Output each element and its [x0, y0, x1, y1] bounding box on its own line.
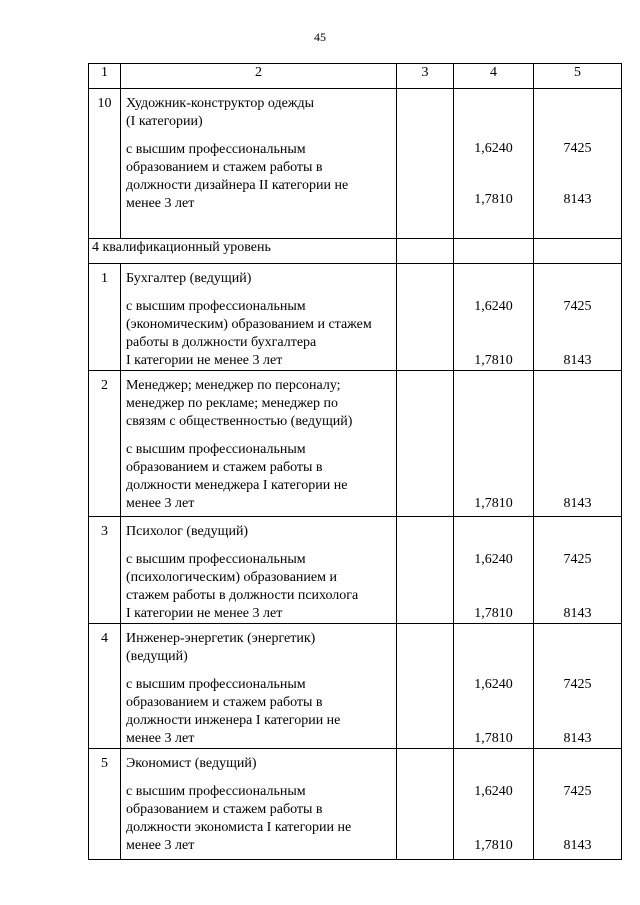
salary-2: 8143	[563, 731, 592, 746]
coefficient-1: 1,6240	[474, 141, 513, 156]
coefficient-cell	[454, 517, 534, 624]
salary-cell	[534, 264, 622, 371]
coefficient-cell	[454, 624, 534, 749]
salary-cell	[534, 89, 622, 239]
position-cell	[121, 264, 397, 371]
coefficient-cell	[454, 749, 534, 860]
row-number: 3	[89, 517, 121, 624]
salary-cell	[534, 371, 622, 517]
position-cell	[121, 749, 397, 860]
row-number: 10	[89, 89, 121, 239]
salary-2: 8143	[563, 353, 592, 368]
header-col-3: 3	[397, 64, 454, 89]
qualification-level-label: 4 квалификационный уровень	[89, 239, 397, 264]
salary-table	[88, 63, 622, 860]
coefficient-2: 1,7810	[474, 353, 513, 368]
coefficient-1: 1,6240	[474, 299, 513, 314]
salary-1: 7425	[563, 552, 592, 567]
position-requirements: с высшим профессиональным (психологическим) образованием и стажем работы в должности психолога I категории не менее 3 лет	[126, 552, 359, 621]
coefficient-cell	[454, 89, 534, 239]
table-row	[89, 264, 622, 371]
col3-cell	[397, 89, 454, 239]
salary-1: 7425	[563, 141, 592, 156]
coefficient-2: 1,7810	[474, 192, 513, 207]
row-number: 5	[89, 749, 121, 860]
salary-2: 8143	[563, 606, 592, 621]
salary-1: 7425	[563, 784, 592, 799]
salary-1: 7425	[563, 299, 592, 314]
table-row	[89, 89, 622, 239]
salary-1: 7425	[563, 677, 592, 692]
salary-2: 8143	[563, 192, 592, 207]
col3-cell	[397, 371, 454, 517]
coefficient-1: 1,6240	[474, 677, 513, 692]
position-title: Экономист (ведущий)	[126, 756, 257, 771]
position-requirements: с высшим профессиональным образованием и стажем работы в должности экономиста I категории не менее 3 лет	[126, 784, 352, 853]
table-row	[89, 371, 622, 517]
header-col-1: 1	[89, 64, 121, 89]
header-col-4: 4	[454, 64, 534, 89]
col3-cell	[397, 239, 454, 264]
position-title: Бухгалтер (ведущий)	[126, 271, 252, 286]
position-cell	[121, 371, 397, 517]
table-row	[89, 517, 622, 624]
col4-cell	[454, 239, 534, 264]
row-number: 4	[89, 624, 121, 749]
header-row	[89, 64, 622, 89]
row-number: 2	[89, 371, 121, 517]
header-col-5: 5	[534, 64, 622, 89]
col3-cell	[397, 517, 454, 624]
position-requirements: с высшим профессиональным образованием и стажем работы в должности инженера I категории не менее 3 лет	[126, 677, 341, 746]
qualification-level-row	[89, 239, 622, 264]
position-title: Художник-конструктор одежды (I категории)	[126, 96, 314, 129]
coefficient-1: 1,6240	[474, 552, 513, 567]
salary-2: 8143	[563, 838, 592, 853]
col3-cell	[397, 624, 454, 749]
position-requirements: с высшим профессиональным образованием и стажем работы в должности менеджера I категории не менее 3 лет	[126, 442, 348, 511]
col3-cell	[397, 749, 454, 860]
coefficient-cell	[454, 264, 534, 371]
header-col-2: 2	[121, 64, 397, 89]
position-cell	[121, 517, 397, 624]
col5-cell	[534, 239, 622, 264]
coefficient-2: 1,7810	[474, 838, 513, 853]
table-row	[89, 749, 622, 860]
salary-cell	[534, 624, 622, 749]
coefficient-2: 1,7810	[474, 496, 513, 511]
salary-cell	[534, 749, 622, 860]
coefficient-2: 1,7810	[474, 606, 513, 621]
position-title: Психолог (ведущий)	[126, 524, 249, 539]
coefficient-1: 1,6240	[474, 784, 513, 799]
page-number: 45	[314, 30, 326, 44]
position-title: Менеджер; менеджер по персоналу; менеджер по рекламе; менеджер по связям с общественностью (ведущий)	[126, 378, 353, 429]
salary-2: 8143	[563, 496, 592, 511]
coefficient-cell	[454, 371, 534, 517]
position-requirements: с высшим профессиональным образованием и стажем работы в должности дизайнера II категории не менее 3 лет	[126, 142, 349, 211]
position-title: Инженер-энергетик (энергетик) (ведущий)	[126, 631, 316, 664]
col3-cell	[397, 264, 454, 371]
row-number: 1	[89, 264, 121, 371]
table-row	[89, 624, 622, 749]
salary-cell	[534, 517, 622, 624]
position-cell	[121, 89, 397, 239]
position-requirements: с высшим профессиональным (экономическим) образованием и стажем работы в должности бухгалтера I категории не менее 3 лет	[126, 299, 372, 368]
position-cell	[121, 624, 397, 749]
coefficient-2: 1,7810	[474, 731, 513, 746]
